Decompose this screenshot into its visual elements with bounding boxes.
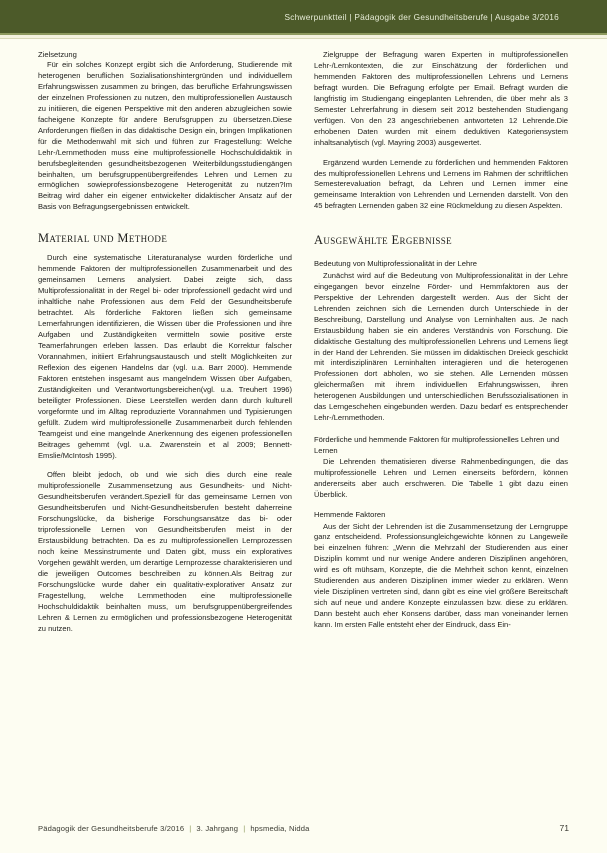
- paragraph-methode-2: Offen bleibt jedoch, ob und wie sich dies durch eine reale multiprofessionelle Zusammensetzung aus Gesundheits- und Nicht-Gesundheitsberufen verändert.Speziell für das gemeinsame Lernen von Gesundheitsberufen und Nicht-Gesundheitsberufen besteht daherreine Forschungslücke, da bisherige Forschungsansätze das bi- oder triprofessionelle Lernen von Gesundheitsberufen meist in der Erstausbildung betrachten. Da es zu multiprofessionellen Lernprozessen noch keine Messinstrumente und Daten gibt, muss ein exploratives Vorgehen gewählt werden, um derartige Lernprozesse charakterisieren und die jeweiligen Outcomes beschreiben zu können.Als Beitrag zur Forschungslücke wurde daher ein qualitativ-explorativer Ansatz zur Fragestellung, welche Lernmethoden eine multiprofessionelle Hochschuldidaktik beinhalten muss, um berufsgruppenübergreifendes Lehren & Lernen zu ermöglichen und professionsbezogene Heterogenität zu nutzen.: [38, 470, 292, 633]
- footer-separator-2: |: [243, 824, 246, 833]
- paragraph-hemmende-faktoren: Aus der Sicht der Lehrenden ist die Zusammensetzung der Lerngruppe ganz entscheidend. Professionsungleichgewichte können zu Langeweile bei einzelnen führen: „Wenn die Mehrzahl der Studierenden aus einer Disziplin kommt und nur wenige Andere anderen Disziplinen angehören, wird es oft mühsam, Konzepte, die die Mehrheit schon kennt, einzelnen Studierenden aus anderen Disziplinen immer wieder zu erklären. Wenn viele Disziplinen vertreten sind, dann gibt es eine viel größere Bereitschaft sich auf neue und andere Konzepte einzulassen bzw. diese zu erklären. Dann besteht auch eher Konsens darüber, dass man voneinander lernen kann. Im ersten Falle entsteht eher der Eindruck, dass Ein-: [314, 521, 568, 630]
- zielsetzung-label: Zielsetzung: [38, 50, 77, 59]
- paragraph-rahmenbedingungen: Die Lehrenden thematisieren diverse Rahmenbedingungen, die das multiprofessionelle Lehren und Lernen einerseits befördern, können andererseits aber auch erschweren. Die Tabelle 1 gibt dazu einen Überblick.: [314, 457, 568, 500]
- section-heading-material-und-methode: Material und Methode: [38, 231, 168, 246]
- paragraph-methode-1: Durch eine systematische Literaturanalyse wurden förderliche und hemmende Faktoren der multiprofessionellen Zusammenarbeit und des gemeinsamen Lernens analysiert. Dabei zeigte sich, dass Multiprofessionalität in der Regel bi- oder triprofessionell gedacht wird und inhaltliche nahe Professionen aus dem Feld der Gesundheitsberufe betrachtet. Als förderliche Faktoren ließen sich gemeinsame Lernerfahrungen identifizieren, die Wissen über die Professionen und ihre Aufgaben und Zuständigkeiten vermitteln sowie positive erste Teamerfahrungen erleben lassen. Das erlaubt die Korrektur falscher Vorannahmen, initiiert Erfahrungsaustausch und stellt Möglichkeiten zur Reflexion des eigenen Handelns dar (vgl. u.a. Barr 2000). Hemmende Faktoren entstehen insgesamt aus mangelndem Wissen über Aufgaben, Zuständigkeiten und Verantwortungsbereichen(vgl. u.a. Treuhert 1996) beteiligter Professionen. Diese Leerstellen werden dann durch kulturell vorgeformte und im Alltag reproduzierte Vorannahmen und Typisierungen gefüllt. Zudem wird multiprofessionelle Zusammenarbeit durch fehlenden Teamgeist und eine mangelnde Anerkennung des eigenen professionellen Beitrages gehemmt (vgl. u.a. Zwarenstein et al 2009; Bennett-Emslie/McIntosh 1995).: [38, 253, 292, 460]
- page-content: [38, 50, 569, 795]
- paragraph-bedeutung: Zunächst wird auf die Bedeutung von Multiprofessionalität in der Lehre eingegangen bevor einzelne Förder- und Hemmfaktoren aus der Perspektive der Lehrenden dargestellt werden. Aus der Sicht der Lehrenden zeichnen sich die Lernenden durch Unterschiede in der Beschreibung, Darstellung und Analyse von Lerninhalten aus. Je nach Erstausbildung haben sie ein anderes Verständnis von Forschung. Die didaktische Gestaltung des multiprofessionellen Lehrens und Lernens liegt in der Hand der Lehrenden. Sie müssen im didaktischen Dreieck geschickt mit interdisziplinären Lerninhalten interagieren und die heterogenen Professionen dort abholen, wo sie stehen. Alle Lernenden müssen gleichermaßen mit ihrem individuellen Erfahrungswissen, ihren heterogenen Ausbildungen und unterschiedlichen Berufssozialisationen in das Lerngeschehen eingebunden werden. Dazu bedarf es entsprechender Lehr-/Lernmethoden.: [314, 270, 568, 423]
- footer-journal: Pädagogik der Gesundheitsberufe 3/2016: [38, 824, 185, 833]
- header-title: Schwerpunktteil | Pädagogik der Gesundheitsberufe | Ausgabe 3/2016: [284, 11, 559, 22]
- header-rule-lower: [0, 38, 607, 39]
- page-footer: [38, 818, 569, 836]
- footer-citation: [38, 818, 310, 836]
- paragraph-ergaenzend: Ergänzend wurden Lernende zu förderlichen und hemmenden Faktoren des multiprofessionellen Lehrens und Lernens im Rahmen der schriftlichen Semesterevaluation befragt, da Lehren und Lernen immer eine gemeinsame Interaktion von Lehrenden und Lernenden darstellt. Von den 45 befragten Lernenden gaben 32 eine Rückmeldung zu diesen Aspekten.: [314, 157, 568, 211]
- footer-page-number: 71: [559, 823, 569, 833]
- paragraph-zielsetzung: Für ein solches Konzept ergibt sich die Anforderung, Studierende mit heterogenen beruflichen Sozialisationshintergründen und individuellem Erfahrungswissen zusammen zu bringen, das berufliche Erfahrungswissen der einzelnen Professionen zu nutzen, den multiprofessionellen Austausch zu initiieren, die eigenen Perspektive mit den anderen abzugleichen sowie facheigene Konzepte für andere Berufsgruppen zu übersetzen.Diese Anforderungen fließen in das didaktische Design ein, bringen Implikationen für die Methodenwahl mit sich und führen zur Fragestellung: Welche Lehr-/Lernmethoden muss eine multiprofessionelle Hochschuldidaktik in berufsbegleitenden gesundheitsbezogenen Weiterbildungsstudiengängen beinhalten, um berufsgruppenübergreifendes Lehren und Lernen zu ermöglichen sowieprofessionsbezogene Heterogenität zu nutzen?Im Beitrag wird daher ein eigener entwickelter didaktischer Ansatz auf der Basis von Befragungsergebnissen entwickelt.: [38, 60, 292, 212]
- paragraph-zielgruppe: Zielgruppe der Befragung waren Experten in multiprofessionellen Lehr-/Lernkontexten, die zur Einschätzung der förderlichen und hemmenden Faktoren des multiprofessionellen Lehrens und Lernens befragt wurden. Die Befragung erfolgte per Email. Befragt wurden die langfristig im Studiengang eingeplanten Lehrenden, die über mehr als 3 Semester Lehrerfahrung in diesem seit 2012 bestehenden Studiengang verfügen. Von den 23 angeschriebenen antworteten 12 Lehrende.Die erhobenen Daten wurden mit einem deduktiven Kategoriensystem inhaltsanalytisch (vgl. Mayring 2003) ausgewertet.: [314, 50, 568, 147]
- page-header-bar: [0, 0, 607, 33]
- subheading-hemmende-faktoren: Hemmende Faktoren: [314, 510, 386, 519]
- footer-volume: 3. Jahrgang: [196, 824, 239, 833]
- two-column-layout: [38, 50, 569, 795]
- right-column: [314, 50, 568, 795]
- footer-separator-1: |: [189, 824, 192, 833]
- section-heading-ausgewaehlte-ergebnisse: Ausgewählte Ergebnisse: [314, 233, 453, 248]
- subheading-foerderliche-hemmende-faktoren: Förderliche und hemmende Faktoren für multiprofessionelles Lehren und Lernen: [314, 435, 560, 455]
- left-column: [38, 50, 292, 795]
- subheading-bedeutung-multiprofessionalitaet: Bedeutung von Multiprofessionalität in der Lehre: [314, 259, 477, 269]
- footer-publisher: hpsmedia, Nidda: [250, 824, 310, 833]
